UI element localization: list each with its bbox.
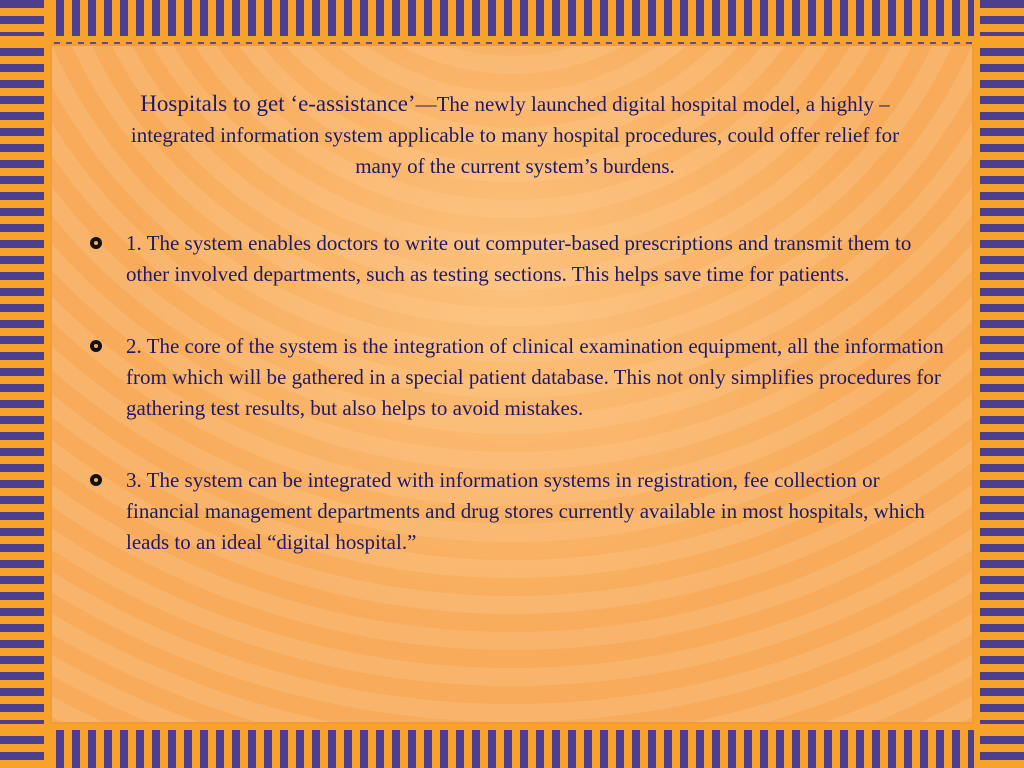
title-lead: Hospitals to get ‘e-assistance’ (140, 91, 416, 116)
bullet-icon (90, 237, 102, 249)
frame-bottom-stripe (0, 724, 1024, 730)
slide-title (120, 88, 910, 182)
frame-top-stripe (0, 36, 1024, 42)
list-item (90, 228, 950, 290)
bullet-icon (90, 340, 102, 352)
frame-right-stripe (974, 0, 980, 768)
bullet-text: 2. The core of the system is the integration of clinical examination equipment, all the information from which will be gathered in a special patient database. This not only simplifies procedures for gathering test results, but also helps to avoid mistakes. (126, 334, 944, 420)
list-item (90, 465, 950, 558)
bullet-text: 3. The system can be integrated with information systems in registration, fee collection or financial management departments and drug stores currently available in most hospitals, which leads to an ideal “digital hospital.” (126, 468, 925, 554)
title-rest: —The newly launched digital hospital model, a highly –integrated information system applicable to many hospital procedures, could offer relief for many of the current system’s burdens. (130, 92, 900, 178)
frame-bottom-border (0, 728, 1024, 768)
frame-right-border (976, 0, 1024, 768)
frame-top-border (0, 0, 1024, 38)
frame-left-border (0, 0, 48, 768)
bullet-icon (90, 474, 102, 486)
bullet-list (90, 228, 950, 599)
list-item (90, 331, 950, 424)
bullet-text: 1. The system enables doctors to write out computer-based prescriptions and transmit them to other involved departments, such as testing sections. This helps save time for patients. (126, 231, 912, 286)
